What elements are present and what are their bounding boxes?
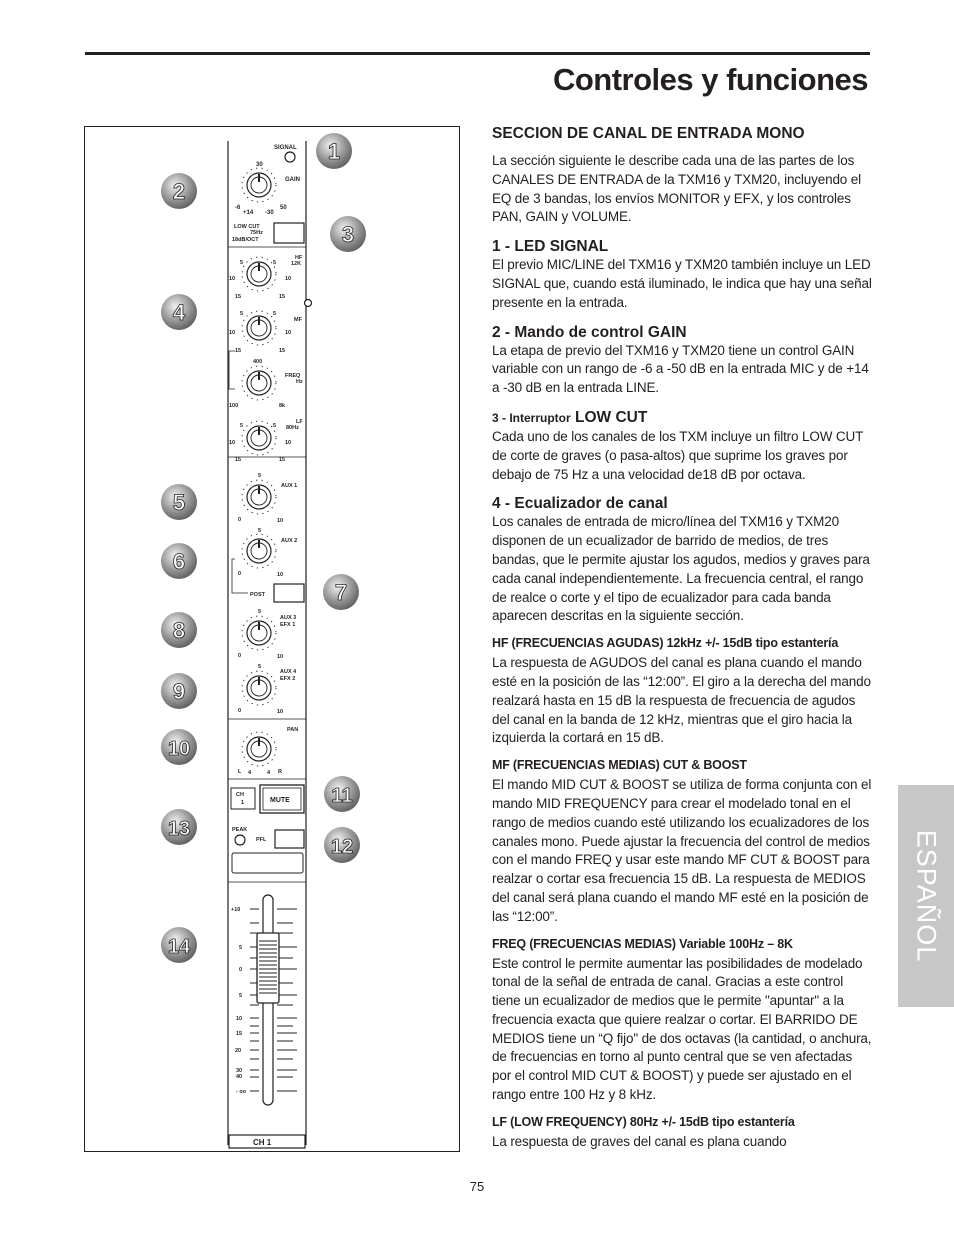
page-number: 75	[469, 1179, 485, 1194]
hf-paragraph: La respuesta de AGUDOS del canal es plana cuando el mando esté en la posición de las “12:00”. El giro a la derecha del mando realzará hasta en 15 dB la respuesta de frecuencia de agudos del canal en la banda de 12 kHz, mientras que el giro hacia la izquierda la cortará en 15 dB.	[492, 655, 871, 746]
mf-label: MF	[294, 317, 302, 323]
pan-label: PAN	[287, 727, 299, 733]
svg-text:10: 10	[167, 738, 191, 760]
language-tab	[898, 785, 954, 1007]
aux4-max: 10	[277, 709, 284, 715]
pan-knob[interactable]	[247, 737, 271, 761]
freq-unit-label: Hz	[296, 379, 303, 385]
aux4-min: 0	[238, 708, 242, 714]
aux1-max: 10	[277, 518, 284, 524]
hf-tick-15l: 15	[235, 294, 242, 300]
channel-label: CH 1	[253, 1138, 272, 1147]
low-cut-label: LOW CUT	[234, 224, 260, 230]
gain-scale-left: -6	[235, 205, 241, 211]
aux1-label: AUX 1	[281, 483, 298, 489]
gain-top-label: 30	[256, 162, 263, 168]
mf-tick-10r: 10	[285, 330, 292, 336]
aux2-label: AUX 2	[281, 538, 298, 544]
callout-8	[161, 612, 197, 648]
svg-text:11: 11	[331, 785, 353, 807]
fader-10: 10	[236, 1016, 243, 1022]
mf-tick-5l: 5	[240, 311, 244, 317]
aux3-knob[interactable]	[247, 621, 271, 645]
svg-text:1: 1	[327, 139, 341, 164]
svg-text:6: 6	[172, 549, 186, 574]
mf-tick-5r: 5	[273, 311, 277, 317]
callout-14	[161, 927, 197, 963]
fader-15: 15	[236, 1031, 243, 1037]
aux4-top: 5	[258, 664, 262, 670]
pfl-switch[interactable]	[275, 830, 304, 848]
hf-tick-10l: 10	[229, 276, 236, 282]
callout-4	[161, 294, 197, 330]
mute-label: MUTE	[270, 797, 290, 804]
callout-3	[330, 216, 366, 252]
item3-heading-prefix: 3 - Interruptor	[492, 410, 571, 425]
aux2-knob[interactable]	[247, 539, 271, 563]
svg-text:3: 3	[341, 222, 355, 247]
callout-11	[324, 776, 360, 812]
aux2-top: 5	[258, 528, 262, 534]
aux2-max: 10	[277, 572, 284, 578]
channel-strip-svg	[85, 127, 461, 1153]
signal-led	[285, 152, 295, 162]
item4-heading: 4 - Ecualizador de canal	[492, 495, 668, 513]
item1-heading: 1 - LED SIGNAL	[492, 238, 609, 256]
page-title: Controles y funciones	[552, 62, 868, 97]
fader-0: 0	[239, 967, 243, 973]
pfl-label: PFL	[256, 837, 267, 843]
lf-tick-15r: 15	[279, 457, 286, 463]
callout-6	[161, 543, 197, 579]
mf-tick-15l: 15	[235, 348, 242, 354]
fader-20: 20	[235, 1048, 242, 1054]
lf-tick-5r: 5	[273, 423, 277, 429]
lf-tick-15l: 15	[235, 457, 242, 463]
lf-knob[interactable]	[247, 426, 271, 450]
item3-paragraph: Cada uno de los canales de los TXM incluye un filtro LOW CUT de corte de graves (o pasa-altos) que suprime los graves por debajo de 75 Hz a una velocidad de18 dB por octava.	[492, 428, 863, 482]
freq-paragraph: Este control le permite aumentar las posibilidades de modelado tonal de la señal de entrada de canal. Gracias a este control tiene un ecualizador de medios que le permite "apuntar" a la frecuencia exacta que quiere realzar o cortar. El BARRIDO DE MEDIOS tiene un “Q fijo" de dos octavas (la cantidad, o anchura, de frecuencias en torno al punto central que se ven afectadas por el control MID CUT & BOOST) y puede ser ajustado en el rango entre 100 Hz y 8 kHz.	[492, 955, 872, 1103]
mf-knob[interactable]	[247, 316, 271, 340]
fader-5: 5	[239, 945, 243, 951]
aux4-knob[interactable]	[247, 676, 271, 700]
aux3-top: 5	[258, 609, 262, 615]
callout-5	[161, 484, 197, 520]
aux4-label: AUX 4	[280, 669, 297, 675]
aux1-knob[interactable]	[247, 485, 271, 509]
hf-tick-10r: 10	[285, 276, 292, 282]
pan-left-label: L	[238, 769, 242, 775]
freq-knob[interactable]	[247, 371, 271, 395]
freq-heading: FREQ (FRECUENCIAS MEDIAS) Variable 100Hz – 8K	[492, 936, 793, 951]
hf-tick-5r: 5	[273, 260, 277, 266]
lf-tick-10r: 10	[285, 440, 292, 446]
item4-paragraph: Los canales de entrada de micro/línea del TXM16 y TXM20 disponen de un ecualizador de barrido de medios, de tres bandas, que le permite ajustar los agudos, medios y graves para cada canal independientemente. La frecuencia central, el rango de realce o corte y el tipo de ecualizador para cada banda aparecen descritas en la siguiente sección.	[492, 514, 870, 624]
svg-text:8: 8	[172, 618, 186, 643]
post-label: POST	[250, 592, 265, 598]
svg-text:5: 5	[172, 490, 186, 515]
callout-1	[316, 133, 352, 169]
gain-scale-right: 50	[280, 205, 287, 211]
aux3-min: 0	[238, 653, 242, 659]
hf-knob[interactable]	[247, 262, 271, 286]
lf-freq-label: 80Hz	[286, 425, 299, 431]
aux3-max: 10	[277, 654, 284, 660]
item2-heading: 2 - Mando de control GAIN	[492, 323, 687, 341]
mf-tick-10l: 10	[229, 330, 236, 336]
channel-badge-num: 1	[241, 800, 245, 806]
gain-label: GAIN	[285, 177, 300, 183]
scribble-strip	[232, 853, 303, 873]
low-cut-switch[interactable]	[274, 223, 304, 243]
freq-top-label: 400	[253, 359, 263, 365]
fader-cap[interactable]	[257, 933, 279, 1003]
lf-tick-10l: 10	[229, 440, 236, 446]
peak-led	[235, 835, 245, 845]
item3-heading-main: LOW CUT	[574, 408, 648, 426]
hf-label: HF	[295, 255, 303, 261]
callout-12	[324, 827, 360, 863]
freq-label: FREQ	[285, 373, 301, 379]
hf-tick-15r: 15	[279, 294, 286, 300]
pan-4-right: 4	[267, 770, 271, 776]
low-cut-slope: 18dB/OCT	[232, 237, 259, 243]
gain-scale-left2: +14	[243, 210, 254, 216]
channel-badge-label: CH	[236, 792, 244, 798]
svg-text:12: 12	[330, 836, 354, 858]
post-switch[interactable]	[274, 584, 304, 602]
item3-heading	[492, 408, 872, 428]
fader-30: 30	[236, 1068, 243, 1074]
svg-text:14: 14	[167, 936, 191, 958]
callout-13	[161, 809, 197, 845]
fader-m5: 5	[239, 993, 243, 999]
efx2-label: EFX 2	[280, 676, 296, 682]
svg-text:9: 9	[172, 679, 186, 704]
callout-7	[323, 574, 359, 610]
peak-label: PEAK	[232, 827, 248, 833]
lf-tick-5l: 5	[240, 423, 244, 429]
freq-min-label: 100	[229, 403, 239, 409]
mf-tick-15r: 15	[279, 348, 286, 354]
mf-paragraph: El mando MID CUT & BOOST se utiliza de forma conjunta con el mando MID FREQUENCY para crear el modelado tonal en el rango de medios cuando esté utilizando los ecualizadores de los canales mono. Puede ajustar la frecuencia del control de medios con el mando FREQ y usar este mando MF CUT & BOOST para realzar o cortar esa frecuencia 15 dB. La respuesta de MEDIOS del canal será plana cuando el mando MF esté en la posición de las “12:00”.	[492, 777, 872, 924]
svg-text:13: 13	[167, 818, 191, 840]
intro-paragraph: La sección siguiente le describe cada una de las partes de los CANALES DE ENTRADA de la TXM16 y TXM20, incluyendo el EQ de 3 bandas, los envíos MONITOR y EFX, y los controles PAN, GAIN y VOLUME.	[492, 153, 861, 225]
text-column	[492, 124, 872, 1152]
mf-heading: MF (FRECUENCIAS MEDIAS) CUT & BOOST	[492, 758, 747, 773]
signal-label: SIGNAL	[274, 145, 297, 151]
pan-right-label: R	[278, 769, 282, 775]
callout-10	[161, 729, 197, 765]
fader-40: 40	[236, 1074, 243, 1080]
hf-tick-5l: 5	[240, 260, 244, 266]
svg-text:7: 7	[334, 580, 348, 605]
svg-text:2: 2	[172, 179, 186, 204]
fader-plus10: +10	[231, 907, 241, 913]
hf-freq-label: 12K	[291, 261, 302, 267]
freq-max-label: 8k	[279, 403, 286, 409]
efx1-label: EFX 1	[280, 622, 296, 628]
item1-paragraph: El previo MIC/LINE del TXM16 y TXM20 también incluye un LED SIGNAL que, cuando está iluminado, le indica que hay una señal presente en la entrada.	[492, 257, 872, 310]
svg-text:4: 4	[172, 300, 186, 325]
lf-label: LF	[296, 419, 303, 425]
pan-4-left: 4	[248, 770, 252, 776]
aux1-top: 5	[258, 473, 262, 479]
gain-scale-right2: -30	[265, 210, 274, 216]
aux1-min: 0	[238, 517, 242, 523]
lf-paragraph: La respuesta de graves del canal es plana cuando	[492, 1133, 787, 1149]
section-title: SECCION DE CANAL DE ENTRADA MONO	[492, 125, 805, 142]
callout-2	[161, 173, 197, 209]
lf-heading: LF (LOW FREQUENCY) 80Hz +/- 15dB tipo estantería	[492, 1114, 795, 1129]
aux3-label: AUX 3	[280, 615, 297, 621]
item2-paragraph: La etapa de previo del TXM16 y TXM20 tiene un control GAIN variable con un rango de -6 a -50 dB en la entrada MIC y de +14 a -30 dB en la entrada LINE.	[492, 342, 869, 396]
hf-heading: HF (FRECUENCIAS AGUDAS) 12kHz +/- 15dB tipo estantería	[492, 636, 839, 651]
low-cut-freq: 75Hz	[250, 230, 263, 236]
callout-9	[161, 673, 197, 709]
top-rule	[85, 52, 870, 55]
aux2-min: 0	[238, 571, 242, 577]
language-tab-label: ESPAÑOL	[911, 829, 942, 963]
fader-inf: - oo	[236, 1089, 247, 1095]
channel-strip-diagram	[84, 126, 460, 1152]
gain-knob[interactable]	[247, 173, 271, 197]
